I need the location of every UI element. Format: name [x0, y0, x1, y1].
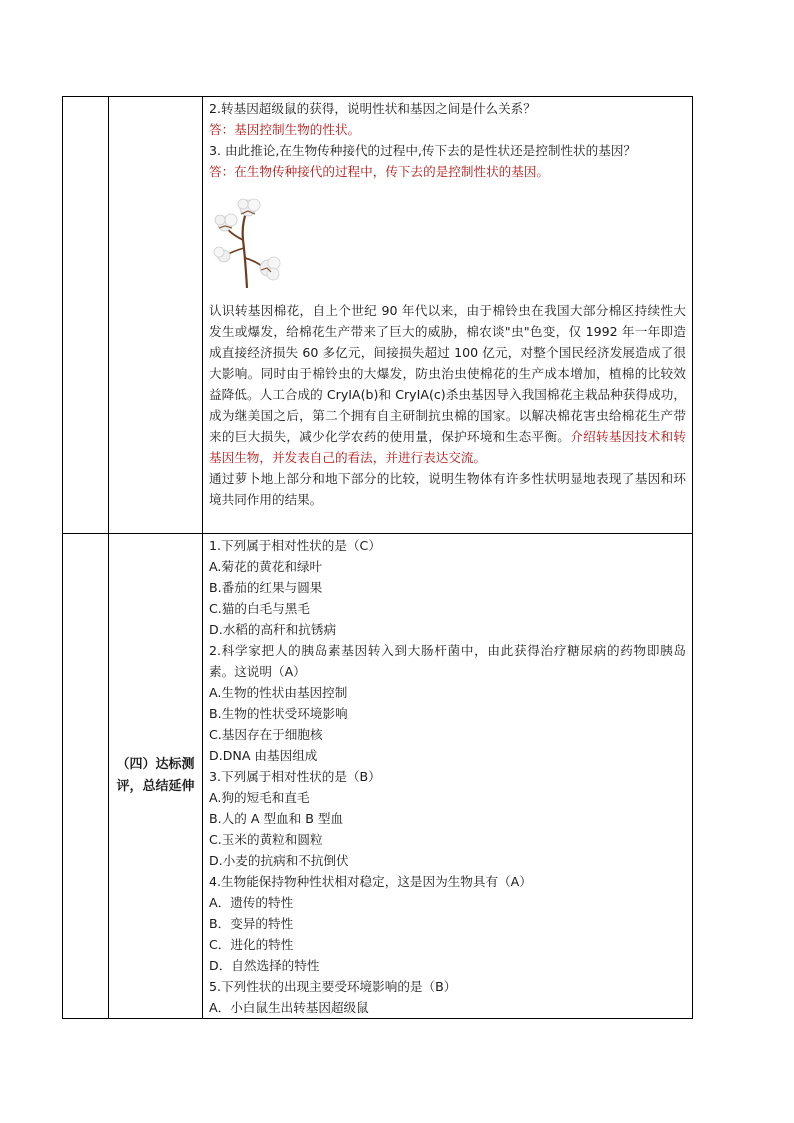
quiz-q1: 1.下列属于相对性状的是（C）	[209, 538, 381, 553]
quiz-option: D.水稻的高秆和抗锈病	[209, 622, 337, 637]
quiz-option: C.玉米的黄粒和圆粒	[209, 832, 323, 847]
quiz-option: D.小麦的抗病和不抗倒伏	[209, 853, 349, 868]
lesson-table	[62, 96, 693, 1019]
cotton-paragraph-task: 介绍转基因技术和转基因生物，并发表自己的看法，并进行表达交流。	[209, 429, 687, 465]
quiz-option: A.生物的性状由基因控制	[209, 685, 348, 700]
content-cell	[203, 97, 693, 534]
section-label: （四）达标测评，总结延伸	[116, 757, 195, 794]
quiz-q4: 4.生物能保持物种性状相对稳定，这是因为生物具有（A）	[209, 874, 532, 889]
blank-label-cell	[109, 97, 203, 534]
quiz-option: C.基因存在于细胞核	[209, 727, 323, 742]
quiz-option: A.菊花的黄花和绿叶	[209, 559, 323, 574]
quiz-option: C.猫的白毛与黑毛	[209, 601, 310, 616]
question-3: 3. 由此推论,在生物传种接代的过程中,传下去的是性状还是控制性状的基因？	[209, 143, 637, 158]
answer-3: 答：在生物传种接代的过程中，传下去的是控制性状的基因。	[209, 164, 550, 179]
table-row-inquiry	[63, 97, 693, 534]
quiz-option: A．遗传的特性	[209, 895, 294, 910]
quiz-option: B.人的 A 型血和 B 型血	[209, 811, 344, 826]
blank-cell	[63, 534, 109, 1019]
table-row-assessment	[63, 534, 693, 1019]
quiz-q3: 3.下列属于相对性状的是（B）	[209, 769, 381, 784]
quiz-option: A.狗的短毛和直毛	[209, 790, 310, 805]
quiz-option: B.生物的性状受环境影响	[209, 706, 348, 721]
cotton-paragraph	[209, 300, 686, 468]
quiz-q5: 5.下列性状的出现主要受环境影响的是（B）	[209, 979, 457, 994]
quiz-option: D.DNA 由基因组成	[209, 748, 318, 763]
quiz-q2: 2.科学家把人的胰岛素基因转入到大肠杆菌中，由此获得治疗糖尿病的药物即胰岛素。这说明（A）	[209, 643, 686, 679]
cotton-branch-icon	[213, 196, 285, 288]
radish-paragraph: 通过萝卜地上部分和地下部分的比较，说明生物体有许多性状明显地表现了基因和环境共同作用的结果。	[209, 471, 686, 507]
answer-2: 答：基因控制生物的性状。	[209, 122, 361, 137]
quiz-option: A．小白鼠生出转基因超级鼠	[209, 1000, 369, 1015]
quiz-option: C．进化的特性	[209, 937, 294, 952]
blank-cell	[63, 97, 109, 534]
cotton-paragraph-text: 认识转基因棉花，自上个世纪 90 年代以来，由于棉铃虫在我国大部分棉区持续性大发生或爆发，给棉花生产带来了巨大的威胁，棉农谈"虫"色变，仅 1992 年一年即造成直接经济损失 60 多亿元，间接损失超过 100 亿元，对整个国民经济发展造成了很大影响。同时由于棉铃虫的大爆发，防虫治虫使棉花的生产成本增加，植棉的比较效益降低。人工合成的 CryIA(b)和 CryIA(c)杀虫基因导入我国棉花主栽品种获得成功，成为继美国之后，第二个拥有自主研制抗虫棉的国家。以解决棉花害虫给棉花生产带来的巨大损失，减少化学农药的使用量，保护环境和生态平衡。	[209, 303, 686, 444]
section-label-cell	[109, 534, 203, 1019]
quiz-option: B.番茄的红果与圆果	[209, 580, 323, 595]
question-2: 2.转基因超级鼠的获得，说明性状和基因之间是什么关系？	[209, 101, 536, 116]
quiz-option: D．自然选择的特性	[209, 958, 320, 973]
quiz-cell	[203, 534, 693, 1019]
quiz-option: B．变异的特性	[209, 916, 294, 931]
